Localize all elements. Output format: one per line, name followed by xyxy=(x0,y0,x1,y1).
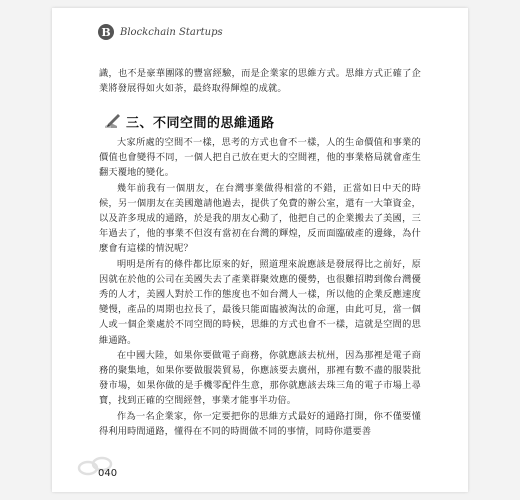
book-title: Blockchain Startups xyxy=(120,26,223,38)
paragraph: 明明是所有的條件都比原來的好，照道理來說應該是發展得比之前好，原因就在於他的公司在美國失去了產業群聚效應的優勢，也很難招聘到像台灣優秀的人才，美國人對於工作的態度也不如台灣人一樣，所以他的企業反應速度變慢，產品的周期也拉長了，最後只能面臨被淘汰的命運，由此可見，當一個人或一個企業處於不同空間的時候，思維的方式也會不一樣，這就是空間的思維通路。 xyxy=(99,258,421,346)
running-header xyxy=(98,22,223,42)
book-page xyxy=(52,8,468,492)
intro-paragraph: 識，也不是豪華團隊的豐富經驗，而是企業家的思維方式。思維方式正確了企業將發展得如火如荼，最終取得輝煌的成就。 xyxy=(99,68,421,95)
book-logo: B xyxy=(98,24,114,40)
paragraph: 幾年前我有一個朋友，在台灣事業做得相當的不錯，正當如日中天的時候，另一個朋友在美國邀請他過去，提供了免費的辦公室，還有一大筆資金，以及許多現成的通路，於是我的朋友心動了，他把自己的企業搬去了美國，三年過去了，他的事業不但沒有當初在台灣的輝煌，反而面臨破產的邊緣，為什麼會有這樣的情況呢？ xyxy=(99,182,421,255)
paragraph: 在中國大陸，如果你要做電子商務，你就應該去杭州，因為那裡是電子商務的聚集地，如果你要做服裝貿易，你應該要去廣州，那裡有數不盡的服裝批發市場，如果你做的是手機零配件生意，那你就應該去珠三角的電子市場上尋寶，找到正確的空間經營，事業才能事半功倍。 xyxy=(99,349,421,407)
section-heading xyxy=(104,110,275,132)
paragraph: 作為一名企業家，你一定要把你的思維方式最好的通路打開，你不僅要懂得利用時間通路，懂得在不同的時間做不同的事情，同時你還要善 xyxy=(99,410,421,437)
paragraph: 大家所處的空間不一樣，思考的方式也會不一樣，人的生命價值和事業的價值也會變得不同，一個人把自己放在更大的空間裡，他的事業格局就會產生翻天覆地的變化。 xyxy=(99,137,421,179)
intro-text-block xyxy=(99,66,421,96)
main-text-block xyxy=(99,135,421,439)
pen-book-icon xyxy=(104,113,122,129)
section-title: 三、不同空間的思維通路 xyxy=(126,115,275,131)
page-number: 040 xyxy=(98,468,118,479)
